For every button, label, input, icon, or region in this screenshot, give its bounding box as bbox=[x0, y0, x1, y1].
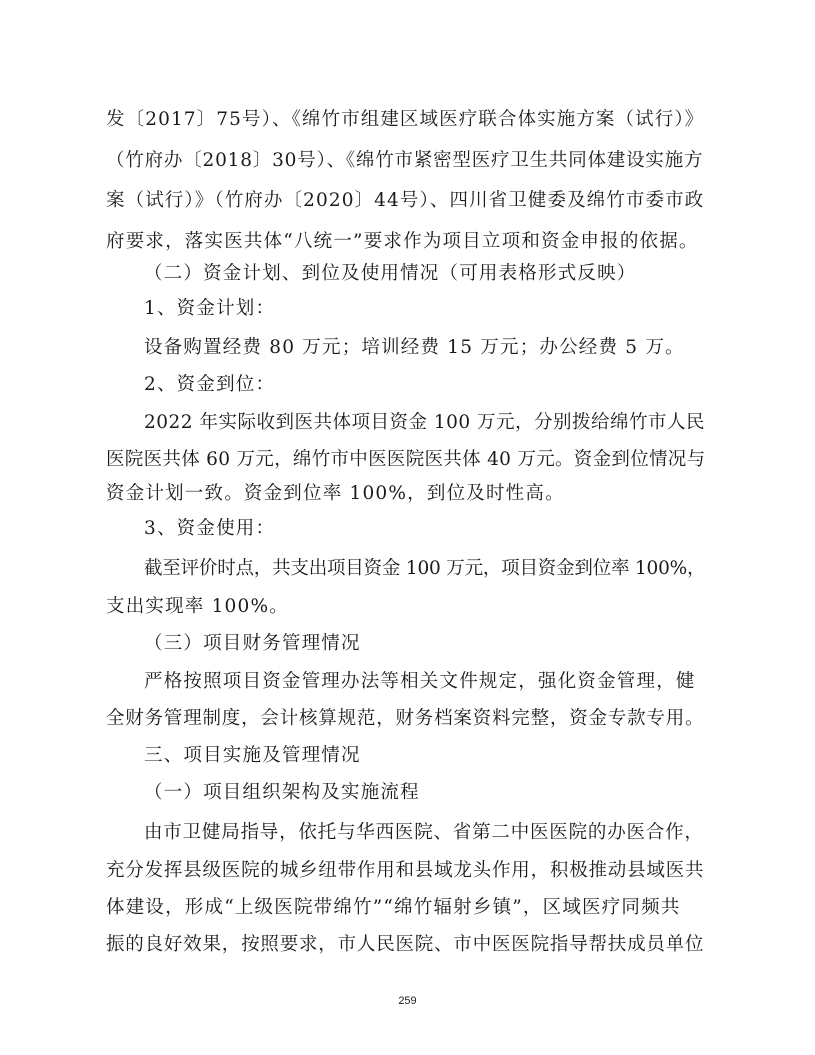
text-line: 发〔2017〕75号）、《绵竹市组建区域医疗联合体实施方案（试行）》 bbox=[106, 109, 705, 130]
text-line: 资金计划一致。资金到位率 100%，到位及时性高。 bbox=[106, 483, 565, 504]
subsection-heading: 2、资金到位： bbox=[144, 374, 276, 395]
text-line: 府要求，落实医共体“八统一”要求作为项目立项和资金申报的依据。 bbox=[106, 231, 699, 252]
subsection-heading: 1、资金计划： bbox=[144, 298, 276, 319]
text-line: 全财务管理制度，会计核算规范，财务档案资料完整，资金专款专用。 bbox=[106, 708, 705, 729]
text-line: 截至评价时点，共支出项目资金 100 万元，项目资金到位率 100%， bbox=[144, 558, 706, 579]
text-line: 案（试行）》（竹府办〔2020〕44号）、四川省卫健委及绵竹市委市政 bbox=[106, 190, 705, 211]
section-heading: （一）项目组织架构及实施流程 bbox=[144, 782, 420, 803]
text-line: 支出实现率 100%。 bbox=[106, 596, 289, 617]
text-line: （竹府办〔2018〕30号）、《绵竹市紧密型医疗卫生共同体建设实施方 bbox=[106, 150, 704, 171]
text-line: 充分发挥县级医院的城乡纽带作用和县域龙头作用，积极推动县域医共 bbox=[106, 860, 705, 881]
text-line: 2022 年实际收到医共体项目资金 100 万元，分别拨给绵竹市人民 bbox=[144, 412, 706, 433]
chapter-heading: 三、项目实施及管理情况 bbox=[144, 745, 361, 766]
text-line: 振的良好效果，按照要求，市人民医院、市中医医院指导帮扶成员单位 bbox=[106, 934, 705, 955]
section-heading: （二）资金计划、到位及使用情况（可用表格形式反映） bbox=[144, 263, 637, 284]
text-line: 由市卫健局指导，依托与华西医院、省第二中医医院的办医合作， bbox=[144, 822, 704, 843]
text-line: 设备购置经费 80 万元；培训经费 15 万元；办公经费 5 万。 bbox=[144, 337, 685, 358]
text-line: 医院医共体 60 万元，绵竹市中医医院医共体 40 万元。资金到位情况与 bbox=[106, 449, 706, 470]
text-line: 严格按照项目资金管理办法等相关文件规定，强化资金管理，健 bbox=[144, 671, 696, 692]
text-line: 体建设，形成“上级医院带绵竹”“绵竹辐射乡镇”，区域医疗同频共 bbox=[106, 897, 681, 918]
section-heading: （三）项目财务管理情况 bbox=[144, 633, 361, 654]
subsection-heading: 3、资金使用： bbox=[144, 518, 276, 539]
page-number: 259 bbox=[398, 995, 417, 1007]
